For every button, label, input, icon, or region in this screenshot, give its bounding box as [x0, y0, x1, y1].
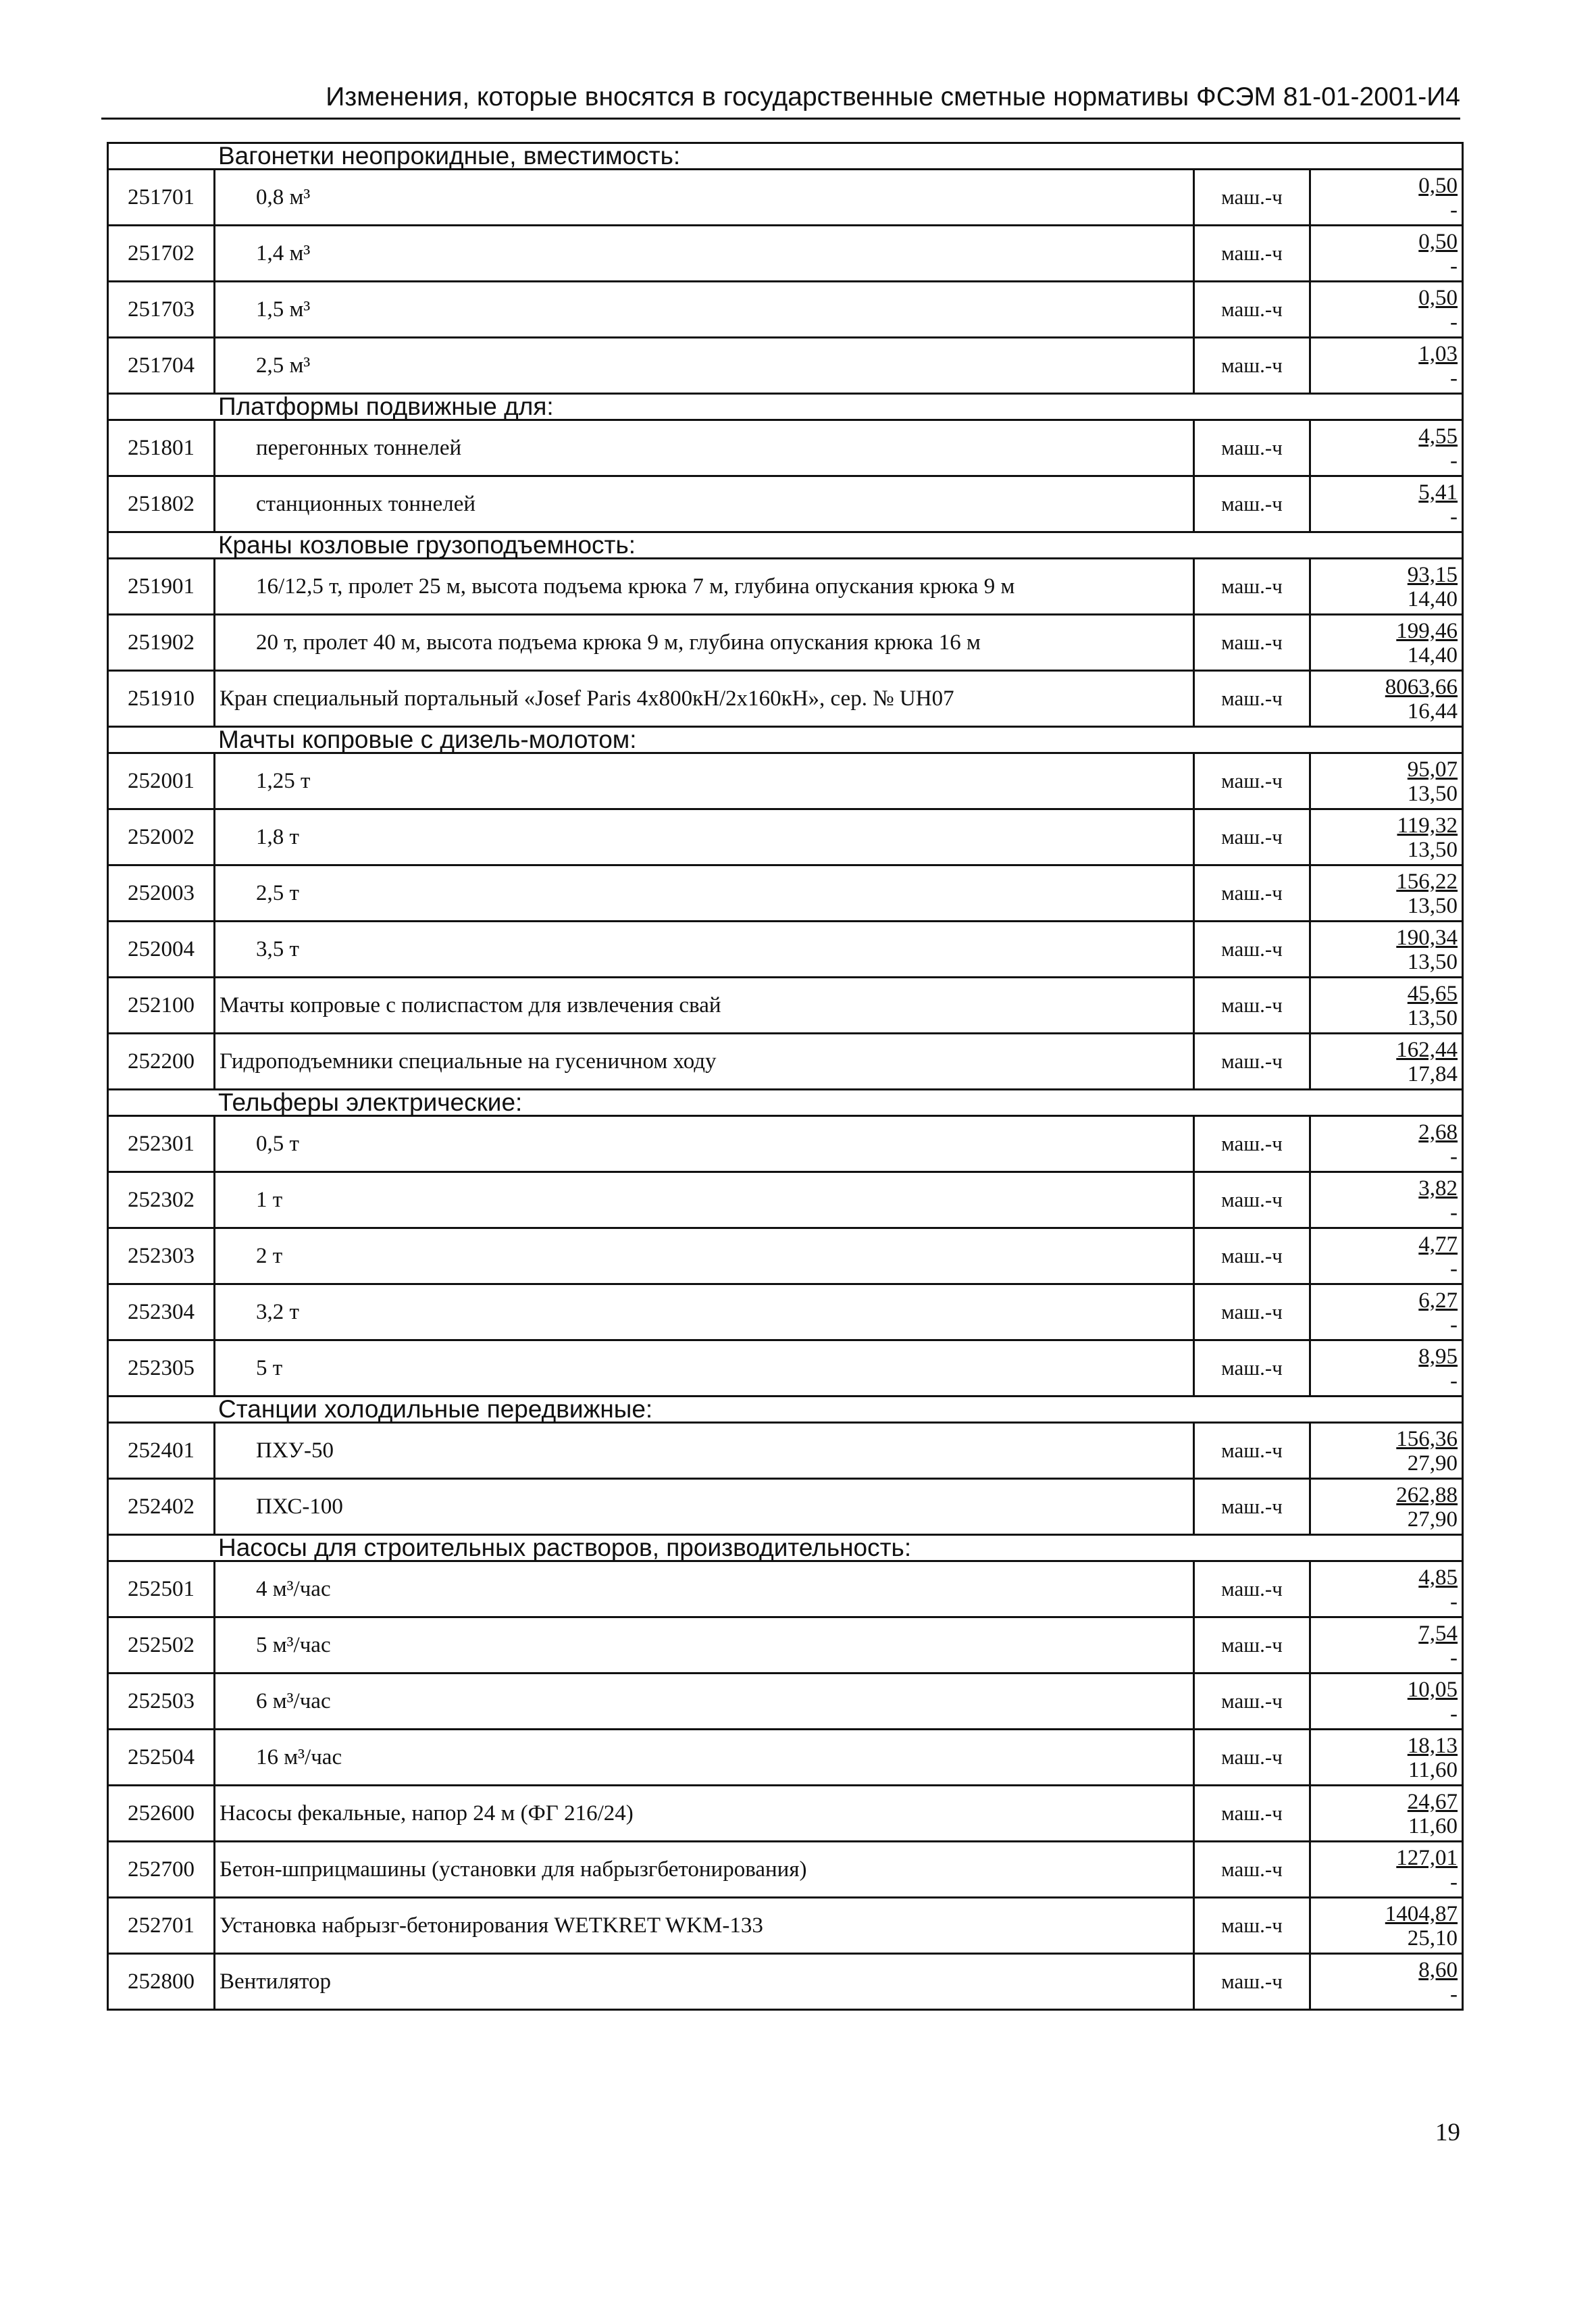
row-unit: маш.-ч: [1194, 922, 1310, 978]
row-value-wage: 13,50: [1407, 1006, 1458, 1030]
row-name: 0,8 м³: [215, 170, 1194, 226]
row-name: 6 м³/час: [215, 1674, 1194, 1730]
group-title: Платформы подвижные для:: [108, 394, 1463, 420]
row-value-price: 93,15: [1407, 563, 1458, 587]
row-value-price: 4,55: [1418, 424, 1458, 449]
table-row: [108, 1561, 1463, 1617]
row-value-wage: 13,50: [1407, 950, 1458, 974]
group-title: Насосы для строительных растворов, производительность:: [108, 1535, 1463, 1561]
row-value-price: 156,22: [1396, 870, 1458, 894]
group-title: Краны козловые грузоподъемность:: [108, 532, 1463, 559]
group-header-row: [108, 1535, 1463, 1561]
row-unit: маш.-ч: [1194, 338, 1310, 394]
table-row: [108, 1423, 1463, 1479]
row-value-price: 95,07: [1407, 757, 1458, 782]
row-values: [1310, 1172, 1463, 1228]
row-values: [1310, 753, 1463, 809]
row-value-price: 5,41: [1418, 480, 1458, 505]
table-row: [108, 1730, 1463, 1786]
row-value-price: 8,60: [1418, 1958, 1458, 1982]
row-values: [1310, 1786, 1463, 1842]
page-header: Изменения, которые вносятся в государственные сметные нормативы ФСЭМ 81-01-2001-И4: [101, 80, 1460, 120]
row-value-wage: 14,40: [1407, 587, 1458, 611]
table-row: [108, 1898, 1463, 1954]
row-value-wage: -: [1450, 1982, 1458, 2007]
table-row: [108, 1034, 1463, 1090]
row-value-price: 190,34: [1396, 926, 1458, 950]
row-unit: маш.-ч: [1194, 1423, 1310, 1479]
row-value-wage: 14,40: [1407, 643, 1458, 668]
row-code: 252302: [108, 1172, 215, 1228]
row-code: 251702: [108, 226, 215, 282]
row-unit: маш.-ч: [1194, 170, 1310, 226]
row-values: [1310, 1284, 1463, 1340]
row-name: Кран специальный портальный «Josef Paris 4х800кН/2х160кН», сер. № UH07: [215, 671, 1194, 727]
row-unit: маш.-ч: [1194, 559, 1310, 615]
row-code: 252504: [108, 1730, 215, 1786]
row-code: 252401: [108, 1423, 215, 1479]
table-row: [108, 338, 1463, 394]
row-code: 252305: [108, 1340, 215, 1397]
row-code: 252800: [108, 1954, 215, 2010]
row-unit: маш.-ч: [1194, 809, 1310, 865]
row-code: 252501: [108, 1561, 215, 1617]
row-values: [1310, 1842, 1463, 1898]
row-value-wage: -: [1450, 449, 1458, 473]
row-code: 252502: [108, 1617, 215, 1674]
row-value-wage: -: [1450, 1646, 1458, 1670]
row-code: 251701: [108, 170, 215, 226]
row-name: ПХУ-50: [215, 1423, 1194, 1479]
row-values: [1310, 476, 1463, 532]
row-name: станционных тоннелей: [215, 476, 1194, 532]
row-unit: маш.-ч: [1194, 1228, 1310, 1284]
row-name: 2 т: [215, 1228, 1194, 1284]
row-name: 4 м³/час: [215, 1561, 1194, 1617]
row-value-price: 162,44: [1396, 1038, 1458, 1062]
table-row: [108, 1954, 1463, 2010]
row-value-wage: -: [1450, 1369, 1458, 1393]
table-row: [108, 1479, 1463, 1535]
row-code: 251802: [108, 476, 215, 532]
group-title: Мачты копровые с дизель-молотом:: [108, 727, 1463, 753]
row-code: 252100: [108, 978, 215, 1034]
row-value-wage: -: [1450, 1313, 1458, 1337]
row-values: [1310, 1561, 1463, 1617]
row-name: ПХС-100: [215, 1479, 1194, 1535]
row-values: [1310, 809, 1463, 865]
table-row: [108, 615, 1463, 671]
row-name: 1,4 м³: [215, 226, 1194, 282]
table-row: [108, 922, 1463, 978]
row-unit: маш.-ч: [1194, 753, 1310, 809]
row-unit: маш.-ч: [1194, 978, 1310, 1034]
row-values: [1310, 1674, 1463, 1730]
row-value-wage: 16,44: [1407, 699, 1458, 724]
row-value-price: 8,95: [1418, 1344, 1458, 1369]
row-values: [1310, 1730, 1463, 1786]
row-values: [1310, 1116, 1463, 1172]
row-unit: маш.-ч: [1194, 282, 1310, 338]
row-code: 252200: [108, 1034, 215, 1090]
table-row: [108, 1842, 1463, 1898]
group-header-row: [108, 532, 1463, 559]
row-code: 252004: [108, 922, 215, 978]
row-name: 1,25 т: [215, 753, 1194, 809]
row-unit: маш.-ч: [1194, 865, 1310, 922]
row-values: [1310, 226, 1463, 282]
row-value-price: 2,68: [1418, 1120, 1458, 1145]
row-code: 252001: [108, 753, 215, 809]
row-unit: маш.-ч: [1194, 1617, 1310, 1674]
table-row: [108, 420, 1463, 476]
row-name: 16 м³/час: [215, 1730, 1194, 1786]
row-code: 252003: [108, 865, 215, 922]
table-row: [108, 1284, 1463, 1340]
table-row: [108, 1228, 1463, 1284]
table-row: [108, 282, 1463, 338]
row-code: 251703: [108, 282, 215, 338]
table-row: [108, 226, 1463, 282]
norms-table: [107, 142, 1464, 2011]
row-name: Мачты копровые с полиспастом для извлечения свай: [215, 978, 1194, 1034]
row-values: [1310, 978, 1463, 1034]
row-unit: маш.-ч: [1194, 1284, 1310, 1340]
row-value-price: 45,65: [1407, 982, 1458, 1006]
row-value-price: 0,50: [1418, 230, 1458, 254]
row-value-wage: -: [1450, 1145, 1458, 1169]
table-row: [108, 559, 1463, 615]
row-code: 252402: [108, 1479, 215, 1535]
table-row: [108, 671, 1463, 727]
row-name: 1,8 т: [215, 809, 1194, 865]
table-row: [108, 476, 1463, 532]
row-value-price: 1,03: [1418, 342, 1458, 366]
row-value-price: 1404,87: [1385, 1902, 1458, 1926]
row-name: 5 м³/час: [215, 1617, 1194, 1674]
group-title: Станции холодильные передвижные:: [108, 1397, 1463, 1423]
group-header-row: [108, 1090, 1463, 1116]
row-value-wage: -: [1450, 505, 1458, 529]
row-values: [1310, 1034, 1463, 1090]
row-values: [1310, 338, 1463, 394]
row-value-wage: -: [1450, 366, 1458, 391]
row-name: Насосы фекальные, напор 24 м (ФГ 216/24): [215, 1786, 1194, 1842]
row-value-price: 24,67: [1407, 1790, 1458, 1814]
row-code: 252503: [108, 1674, 215, 1730]
group-header-row: [108, 727, 1463, 753]
row-value-wage: -: [1450, 1257, 1458, 1281]
row-name: Вентилятор: [215, 1954, 1194, 2010]
row-value-price: 199,46: [1396, 619, 1458, 643]
row-name: Установка набрызг-бетонирования WETKRET WKM-133: [215, 1898, 1194, 1954]
row-values: [1310, 282, 1463, 338]
row-value-price: 0,50: [1418, 286, 1458, 310]
row-unit: маш.-ч: [1194, 420, 1310, 476]
row-value-wage: 11,60: [1408, 1758, 1458, 1782]
row-value-price: 3,82: [1418, 1176, 1458, 1201]
row-value-wage: 13,50: [1407, 838, 1458, 862]
table-row: [108, 809, 1463, 865]
row-unit: маш.-ч: [1194, 1898, 1310, 1954]
row-value-wage: -: [1450, 310, 1458, 334]
row-name: 1 т: [215, 1172, 1194, 1228]
row-value-wage: 27,90: [1407, 1451, 1458, 1476]
row-name: 5 т: [215, 1340, 1194, 1397]
group-title: Тельферы электрические:: [108, 1090, 1463, 1116]
table-row: [108, 753, 1463, 809]
row-values: [1310, 1423, 1463, 1479]
row-unit: маш.-ч: [1194, 1340, 1310, 1397]
row-values: [1310, 615, 1463, 671]
row-unit: маш.-ч: [1194, 1674, 1310, 1730]
row-value-wage: 13,50: [1407, 782, 1458, 806]
row-name: 2,5 т: [215, 865, 1194, 922]
table-row: [108, 978, 1463, 1034]
row-name: 3,5 т: [215, 922, 1194, 978]
row-values: [1310, 922, 1463, 978]
table-row: [108, 1172, 1463, 1228]
row-value-wage: -: [1450, 1590, 1458, 1614]
row-code: 251704: [108, 338, 215, 394]
row-code: 251910: [108, 671, 215, 727]
page-number: 19: [1435, 2119, 1460, 2146]
row-code: 252700: [108, 1842, 215, 1898]
row-values: [1310, 671, 1463, 727]
row-unit: маш.-ч: [1194, 1842, 1310, 1898]
row-unit: маш.-ч: [1194, 1786, 1310, 1842]
row-name: Бетон-шприцмашины (установки для набрызгбетонирования): [215, 1842, 1194, 1898]
row-value-wage: 25,10: [1407, 1926, 1458, 1951]
row-value-price: 4,85: [1418, 1565, 1458, 1590]
row-value-wage: 17,84: [1407, 1062, 1458, 1086]
row-value-wage: -: [1450, 198, 1458, 222]
row-value-wage: -: [1450, 1870, 1458, 1894]
row-value-price: 6,27: [1418, 1288, 1458, 1313]
row-value-price: 4,77: [1418, 1232, 1458, 1257]
row-unit: маш.-ч: [1194, 476, 1310, 532]
row-value-price: 8063,66: [1385, 675, 1458, 699]
row-value-price: 119,32: [1397, 813, 1458, 838]
row-unit: маш.-ч: [1194, 1954, 1310, 2010]
group-title: Вагонетки неопрокидные, вместимость:: [108, 143, 1463, 170]
row-code: 252304: [108, 1284, 215, 1340]
row-unit: маш.-ч: [1194, 615, 1310, 671]
row-unit: маш.-ч: [1194, 226, 1310, 282]
row-value-price: 10,05: [1407, 1678, 1458, 1702]
row-code: 252002: [108, 809, 215, 865]
row-value-wage: -: [1450, 254, 1458, 278]
row-values: [1310, 420, 1463, 476]
row-unit: маш.-ч: [1194, 1172, 1310, 1228]
row-value-wage: 27,90: [1407, 1507, 1458, 1532]
row-value-wage: 11,60: [1408, 1814, 1458, 1838]
row-name: 0,5 т: [215, 1116, 1194, 1172]
row-value-wage: -: [1450, 1201, 1458, 1225]
group-header-row: [108, 394, 1463, 420]
row-values: [1310, 865, 1463, 922]
row-unit: маш.-ч: [1194, 1034, 1310, 1090]
table-row: [108, 170, 1463, 226]
row-name: Гидроподъемники специальные на гусеничном ходу: [215, 1034, 1194, 1090]
table-row: [108, 1340, 1463, 1397]
row-value-price: 7,54: [1418, 1621, 1458, 1646]
row-unit: маш.-ч: [1194, 1116, 1310, 1172]
row-value-price: 262,88: [1396, 1483, 1458, 1507]
row-code: 251801: [108, 420, 215, 476]
row-value-price: 0,50: [1418, 174, 1458, 198]
table-row: [108, 1786, 1463, 1842]
row-value-price: 127,01: [1396, 1846, 1458, 1870]
row-value-wage: 13,50: [1407, 894, 1458, 918]
row-code: 252301: [108, 1116, 215, 1172]
row-unit: маш.-ч: [1194, 1561, 1310, 1617]
row-values: [1310, 1340, 1463, 1397]
row-name: 1,5 м³: [215, 282, 1194, 338]
table-row: [108, 1116, 1463, 1172]
row-name: 3,2 т: [215, 1284, 1194, 1340]
row-values: [1310, 1479, 1463, 1535]
row-value-price: 18,13: [1407, 1734, 1458, 1758]
row-unit: маш.-ч: [1194, 1730, 1310, 1786]
group-header-row: [108, 1397, 1463, 1423]
row-values: [1310, 1954, 1463, 2010]
row-values: [1310, 559, 1463, 615]
table-row: [108, 1674, 1463, 1730]
row-code: 252701: [108, 1898, 215, 1954]
row-name: 16/12,5 т, пролет 25 м, высота подъема крюка 7 м, глубина опускания крюка 9 м: [215, 559, 1194, 615]
row-name: 20 т, пролет 40 м, высота подъема крюка 9 м, глубина опускания крюка 16 м: [215, 615, 1194, 671]
row-value-wage: -: [1450, 1702, 1458, 1726]
row-values: [1310, 170, 1463, 226]
row-name: 2,5 м³: [215, 338, 1194, 394]
row-unit: маш.-ч: [1194, 671, 1310, 727]
table-row: [108, 1617, 1463, 1674]
row-values: [1310, 1898, 1463, 1954]
row-values: [1310, 1228, 1463, 1284]
row-code: 251901: [108, 559, 215, 615]
row-value-price: 156,36: [1396, 1427, 1458, 1451]
row-code: 252303: [108, 1228, 215, 1284]
group-header-row: [108, 143, 1463, 170]
row-code: 251902: [108, 615, 215, 671]
table-row: [108, 865, 1463, 922]
row-values: [1310, 1617, 1463, 1674]
row-unit: маш.-ч: [1194, 1479, 1310, 1535]
row-code: 252600: [108, 1786, 215, 1842]
row-name: перегонных тоннелей: [215, 420, 1194, 476]
